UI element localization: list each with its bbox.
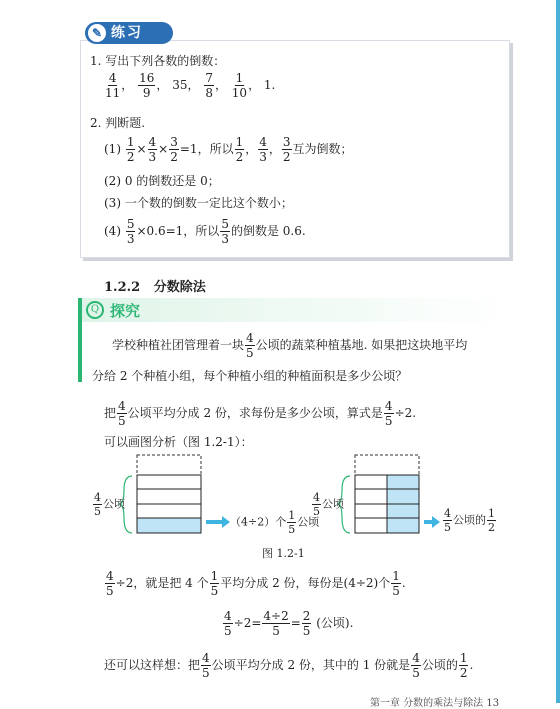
fraction: $\frac{4}{11}$ — [105, 71, 121, 100]
exercise-badge — [85, 22, 173, 44]
section-number: 1.2.2 — [104, 280, 141, 295]
figure-caption: 图 1.2-1 — [262, 547, 305, 560]
pencil-icon: ✎ — [88, 24, 106, 42]
paragraph-4: 还可以这样想：把 $\frac{4}{5}$ 公顷平均分成 2 份，其中的 1 份就是 $\frac{4}{5}$ 公顷的 $\frac{1}{2}$ . — [104, 651, 474, 680]
question-1-items: $\frac{4}{11}$ ， $\frac{16}{9}$ ， 35， $\frac{7}{8}$ ， $\frac{1}{10}$ ， 1. — [105, 71, 276, 100]
fig-left-label: $\frac{4}{5}$ 公顷 — [94, 491, 125, 518]
fraction: $\frac{1}{10}$ — [231, 71, 248, 100]
arrow-icon-left — [206, 516, 230, 528]
judge-item-1: (1) $\frac{1}{2}$ × $\frac{4}{3}$ × $\frac{3}{2}$ =1，所以 $\frac{1}{2}$ ， $\frac{4}{3}$ ， $\frac{3}{2}$ 互为倒数； — [104, 135, 353, 164]
explore-label: 探究 — [110, 302, 141, 320]
dashed-top-left — [137, 455, 201, 475]
judge-item-4: (4) $\frac{5}{3}$ ×0.6=1，所以 $\frac{5}{3}$ 的倒数是 0.6. — [104, 217, 306, 246]
fig-mid-label: （4÷2）个 $\frac{1}{5}$ 公顷 — [230, 509, 320, 536]
question-1-text: 1. 写出下列各数的倒数： — [90, 54, 226, 68]
explore-header — [82, 298, 508, 322]
equation: $\frac{4}{5}$ ÷2= $\frac{4\div 2}{5}$ = $\frac{2}{5}$ (公顷). — [224, 609, 354, 638]
question-2-text: 2. 判断题. — [90, 116, 146, 130]
explore-line-2: 分给 2 个种植小组，每个种植小组的种植面积是多少公顷？ — [92, 369, 408, 383]
judge-item-2: (2) 0 的倒数还是 0； — [104, 174, 220, 188]
fraction: $\frac{16}{9}$ — [139, 71, 155, 100]
figure-diagram — [0, 450, 560, 550]
paragraph-2: 可以画图分析（图 1.2-1）： — [104, 435, 253, 449]
paragraph-1: 把 $\frac{4}{5}$ 公顷平均分成 2 份，求每份是多少公顷，算式是 $\frac{4}{5}$ ÷2. — [104, 399, 417, 428]
shaded-part-left — [137, 518, 201, 533]
exercise-badge-label: 练习 — [111, 25, 143, 41]
fraction: $\frac{7}{8}$ — [205, 71, 213, 100]
page-footer: 第一章 分数的乘法与除法 13 — [370, 698, 500, 709]
magnifier-icon: Q — [86, 301, 104, 319]
fig-right-label: $\frac{4}{5}$ 公顷 — [313, 491, 344, 518]
dashed-top-right — [355, 455, 419, 475]
explore-line-1: 学校种植社团管理着一块 $\frac{4}{5}$ 公顷的蔬菜种植基地. 如果把这块地平均 — [112, 331, 468, 360]
judge-item-3: (3) 一个数的倒数一定比这个数小； — [104, 196, 293, 210]
paragraph-3: $\frac{4}{5}$ ÷2，就是把 4 个 $\frac{1}{5}$ 平均分成 2 份，每份是(4÷2)个 $\frac{1}{5}$ . — [106, 569, 406, 598]
arrow-icon-right — [424, 516, 440, 528]
fig-result-label: $\frac{4}{5}$ 公顷的 $\frac{1}{2}$ — [444, 507, 495, 534]
section-heading — [104, 276, 206, 295]
section-title: 分数除法 — [153, 280, 206, 295]
